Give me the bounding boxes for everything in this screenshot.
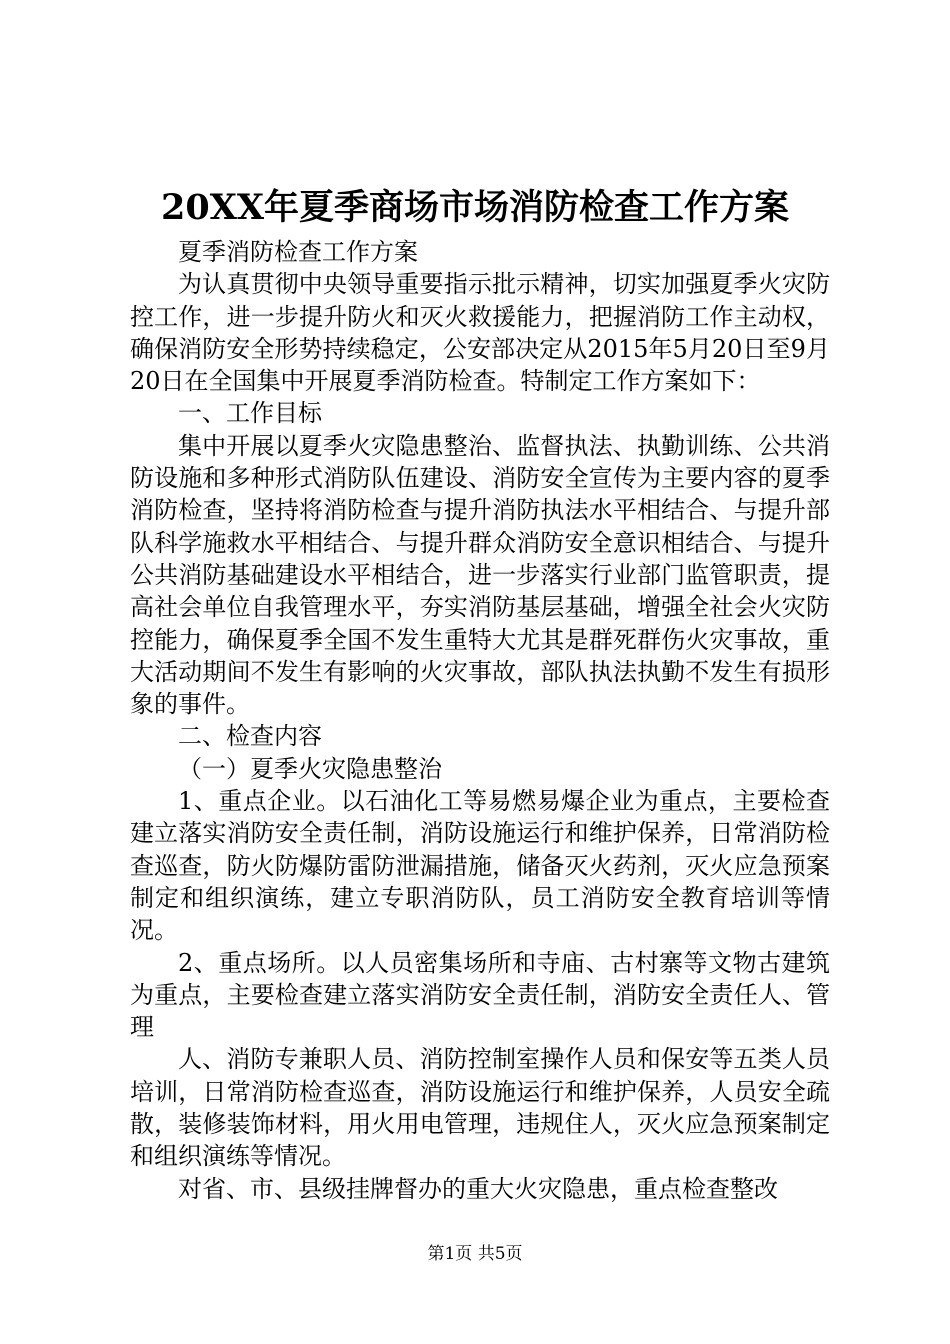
subsection-heading-hazards: （一）夏季火灾隐患整治 [178, 754, 442, 783]
paragraph-subtitle: 夏季消防检查工作方案 [178, 238, 418, 266]
paragraph-key-venues: 2、重点场所。以人员密集场所和寺庙、古村寨等文物古建筑为重点，主要检查建立落实消防安全责任制，消防安全责任人、管理 [130, 948, 830, 1042]
paragraph-major-hazards: 对省、市、县级挂牌督办的重大火灾隐患，重点检查整改 [178, 1174, 778, 1203]
paragraph-personnel-training: 人、消防专兼职人员、消防控制室操作人员和保安等五类人员培训，日常消防检查巡查，消防设施运行和维护保养，人员安全疏散，装修装饰材料，用火用电管理，违规住人，灭火应急预案制定和组织演练等情况。 [130, 1045, 830, 1171]
section-heading-goals: 一、工作目标 [178, 399, 322, 428]
document-body [130, 236, 830, 1205]
paragraph-key-enterprises: 1、重点企业。以石油化工等易燃易爆企业为重点，主要检查建立落实消防安全责任制，消防设施运行和维护保养，日常消防检查巡查，防火防爆防雷防泄漏措施，储备灭火药剂，灭火应急预案制定和组织演练，建立专职消防队，员工消防安全教育培训等情况。 [130, 787, 830, 945]
paragraph-intro: 为认真贯彻中央领导重要指示批示精神，切实加强夏季火灾防控工作，进一步提升防火和灭火救援能力，把握消防工作主动权，确保消防安全形势持续稳定，公安部决定从2015年5月20日至9月20日在全国集中开展夏季消防检查。特制定工作方案如下： [130, 270, 830, 396]
document-title: 20XX年夏季商场市场消防检查工作方案 [160, 187, 790, 228]
page-footer: 第1页 共5页 [427, 1244, 523, 1264]
section-heading-content: 二、检查内容 [178, 722, 322, 751]
paragraph-goals: 集中开展以夏季火灾隐患整治、监督执法、执勤训练、公共消防设施和多种形式消防队伍建设、消防安全宣传为主要内容的夏季消防检查，坚持将消防检查与提升消防执法水平相结合、与提升部队科学施救水平相结合、与提升群众消防安全意识相结合、与提升公共消防基础建设水平相结合，进一步落实行业部门监管职责，提高社会单位自我管理水平，夯实消防基层基础，增强全社会火灾防控能力，确保夏季全国不发生重特大尤其是群死群伤火灾事故，重大活动期间不发生有影响的火灾事故，部队执法执勤不发生有损形象的事件。 [130, 431, 830, 719]
